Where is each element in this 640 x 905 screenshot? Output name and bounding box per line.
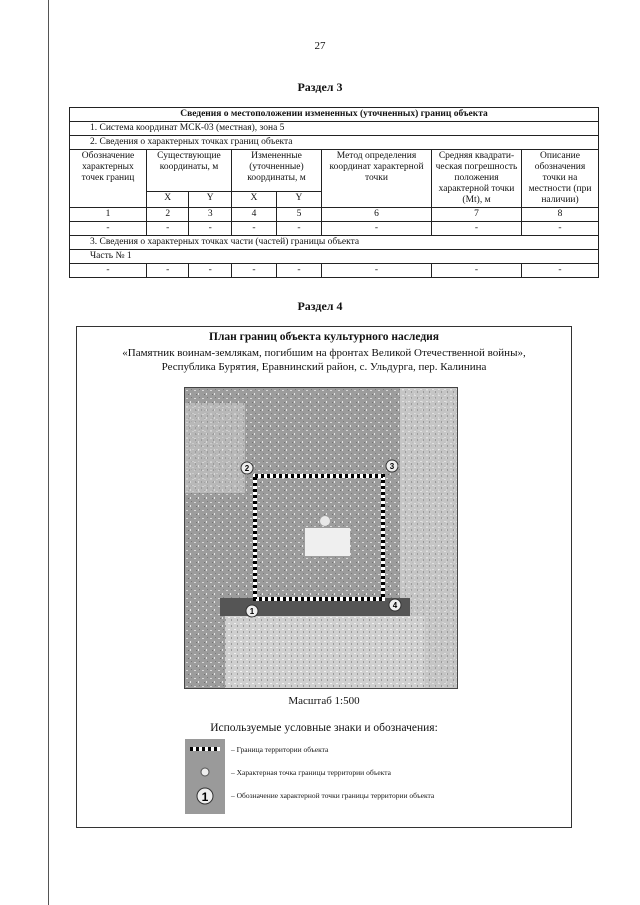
table-cell: - [432,264,522,278]
map-legend [185,739,545,814]
col-number: 2 [147,208,189,222]
col-number: 3 [189,208,231,222]
header-existing: Существующие координаты, м [147,150,232,192]
site-plan-image [185,388,457,688]
empty-data-row [70,222,599,236]
table-cell: - [70,222,147,236]
header-description: Описание обозначения точки на местности (при наличии) [522,150,599,208]
header-x: X [231,191,276,207]
col-number: 4 [231,208,276,222]
section-4-title: Раздел 4 [297,299,343,313]
row-points-info: 2. Сведения о характерных точках границ объекта [70,136,599,150]
coordinates-table [69,107,599,278]
legend-item-point-label: – Обозначение характерной точки границы территории объекта [231,791,435,800]
legend-symbols-panel [185,739,225,814]
header-designation: Обозначение характерных точек границ [70,150,147,208]
legend-item-point: – Характерная точка границы территории объекта [231,768,391,777]
table-cell: - [322,222,432,236]
legend-symbols [185,739,225,814]
page-number: 27 [314,40,326,52]
row-parts-info: 3. Сведения о характерных точках части (частей) границы объекта [70,236,599,250]
monument-marker [320,516,330,526]
plan-title: План границ объекта культурного наследия [209,331,439,343]
monument-base [305,528,350,556]
header-x: X [147,191,189,207]
table-cell: - [147,222,189,236]
header-y: Y [189,191,231,207]
table-cell: - [231,264,276,278]
table-cell: - [189,264,231,278]
column-number-row [70,208,599,222]
plan-subtitle-address: Республика Бурятия, Еравнинский район, с. Ульдурга, пер. Калинина [161,361,487,373]
row-coordinate-system: 1. Система координат МСК-03 (местная), зона 5 [70,122,599,136]
col-number: 6 [322,208,432,222]
col-number: 5 [276,208,321,222]
legend-point-icon [201,768,209,776]
table-cell: - [432,222,522,236]
part-data-row [70,264,599,278]
table-cell: - [522,222,599,236]
table-cell: - [276,222,321,236]
legend-item-boundary: – Граница территории объекта [231,745,329,754]
table-cell: - [322,264,432,278]
header-y: Y [276,191,321,207]
binding-line [48,0,49,905]
boundary-point-3-label: 3 [389,462,395,471]
section-3-title: Раздел 3 [297,80,343,94]
table-cell: - [231,222,276,236]
map-scale: Масштаб 1:500 [288,695,360,707]
header-method: Метод определения координат характерной точки [322,150,432,208]
plan-subtitle-object: «Памятник воинам-землякам, погибшим на фронтах Великой Отечественной войны», [122,347,526,359]
boundary-point-1-label: 1 [249,607,255,616]
table-cell: - [147,264,189,278]
col-number: 8 [522,208,599,222]
table-cell: - [70,264,147,278]
boundary-plan-frame [76,326,572,828]
site-plan-map [184,387,458,689]
table-cell: - [522,264,599,278]
legend-title: Используемые условные знаки и обозначения: [210,722,438,734]
table-cell: - [276,264,321,278]
boundary-point-4-label: 4 [392,601,398,610]
col-number: 7 [432,208,522,222]
table-caption: Сведения о местоположении измененных (уточненных) границ объекта [70,108,599,122]
table-cell: - [189,222,231,236]
header-accuracy: Средняя квадрати-ческая погрешность положения характерной точки (Mt), м [432,150,522,208]
col-number: 1 [70,208,147,222]
terrain-lower-area [225,616,425,688]
terrain-light-area [185,403,245,493]
boundary-point-2-label: 2 [244,464,250,473]
header-changed: Измененные (уточненные) координаты, м [231,150,321,192]
part-label: Часть № 1 [70,250,599,264]
legend-point-number-label: 1 [201,790,209,804]
